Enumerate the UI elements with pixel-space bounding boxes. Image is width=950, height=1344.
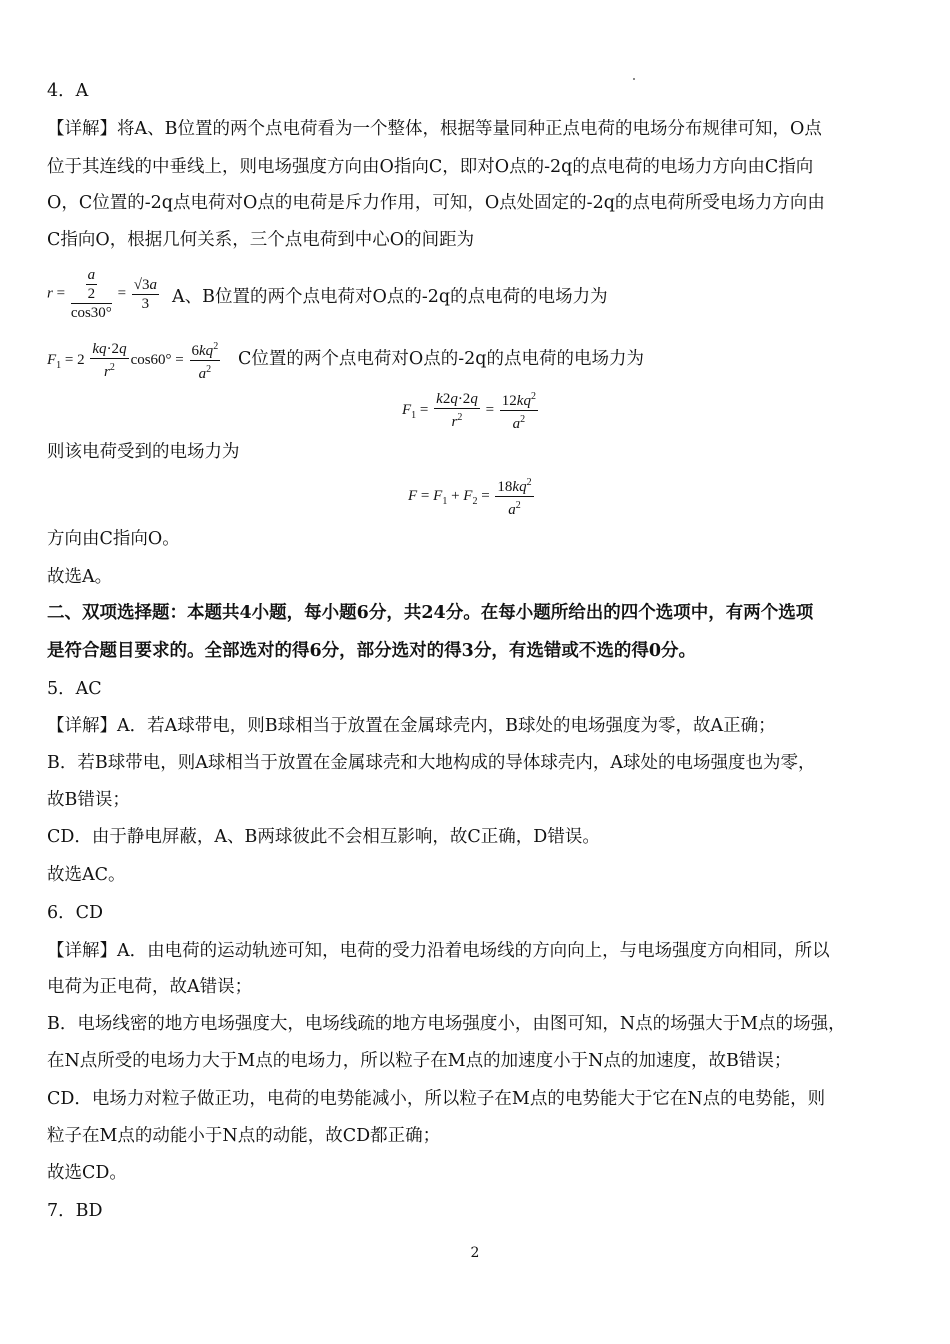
q5-detail-line-1: 【详解】A．若A球带电，则B球相当于放置在金属球壳内，B球处的电场强度为零，故A正确；	[47, 716, 776, 736]
q4-detail-line-1: 【详解】将A、B位置的两个点电荷看为一个整体，根据等量同种正点电荷的电场分布规律可知，O点	[47, 119, 822, 139]
section2-heading-line-2: 是符合题目要求的。全部选对的得6分，部分选对的得3分，有选错或不选的得0分。	[47, 641, 697, 661]
q6-detail-line-4: 在N点所受的电场力大于M点的电场力，所以粒子在M点的加速度小于N点的加速度，故B错误；	[47, 1051, 792, 1071]
q4-detail-line-2: 位于其连线的中垂线上，则电场强度方向由O指向C，即对O点的-2q的点电荷的电场力方向由C指向	[47, 157, 814, 177]
q4-eq-f1-text: C位置的两个点电荷对O点的-2q的点电荷的电场力为	[238, 349, 644, 369]
q5-detail-line-2: B．若B球带电，则A球相当于放置在金属球壳和大地构成的导体球壳内，A球处的电场强度也为零，	[47, 753, 816, 773]
q6-detail-line-6: 粒子在M点的动能小于N点的动能，故CD都正确；	[47, 1126, 441, 1146]
equation-r: r = $\frac{\frac{a}{2}}{\cos 30^\circ}$ = $\frac{√3a}{3}$	[47, 267, 158, 321]
equation-f1-ab: $F_1 = 2$ $\frac{kq\cdot 2q}{r^2}$ cos60° = $\frac{6kq^2}{a^2}$	[47, 338, 222, 383]
q4-direction: 方向由C指向O。	[47, 529, 180, 549]
equation-f-total: $F = F_1 + F_2$ = $\frac{18kq^2}{a^2}$	[408, 474, 536, 519]
q5-detail-line-5: 故选AC。	[47, 865, 126, 885]
q5-detail-line-3: 故B错误；	[47, 790, 130, 810]
q5-detail-line-4: CD．由于静电屏蔽，A、B两球彼此不会相互影响，故C正确，D错误。	[47, 827, 600, 847]
q6-answer: 6．CD	[47, 903, 104, 923]
q4-eq-r-text: A、B位置的两个点电荷对O点的-2q的点电荷的电场力为	[172, 287, 608, 307]
q6-detail-line-2: 电荷为正电荷，故A错误；	[47, 977, 253, 997]
equation-f1-c: $F_1$ = $\frac{k2q\cdot 2q}{r^2}$ = $\frac{12kq^2}{a^2}$	[402, 388, 540, 433]
q6-detail-line-5: CD．电场力对粒子做正功，电荷的电势能减小，所以粒子在M点的电势能大于它在N点的电势能，则	[47, 1089, 826, 1109]
q4-choice: 故选A。	[47, 567, 113, 587]
q4-detail-line-4: C指向O，根据几何关系，三个点电荷到中心O的间距为	[47, 230, 475, 250]
q6-detail-line-1: 【详解】A．由电荷的运动轨迹可知，电荷的受力沿着电场线的方向向上，与电场强度方向相同，所以	[47, 941, 830, 961]
section2-heading-line-1: 二、双项选择题：本题共4小题，每小题6分，共24分。在每小题所给出的四个选项中，有两个选项	[47, 603, 814, 623]
q7-answer: 7．BD	[47, 1201, 103, 1221]
q6-detail-line-7: 故选CD。	[47, 1163, 127, 1183]
q6-detail-line-3: B．电场线密的地方电场强度大，电场线疏的地方电场强度小，由图可知，N点的场强大于M点的场强，	[47, 1014, 846, 1034]
q5-answer: 5．AC	[47, 679, 102, 699]
q4-answer: 4．A	[47, 81, 89, 101]
q4-force-label: 则该电荷受到的电场力为	[47, 442, 240, 462]
page-number: 2	[470, 1245, 480, 1261]
q4-detail-line-3: O，C位置的-2q点电荷对O点的电荷是斥力作用，可知，O点处固定的-2q的点电荷所受电场力方向由	[47, 193, 825, 213]
